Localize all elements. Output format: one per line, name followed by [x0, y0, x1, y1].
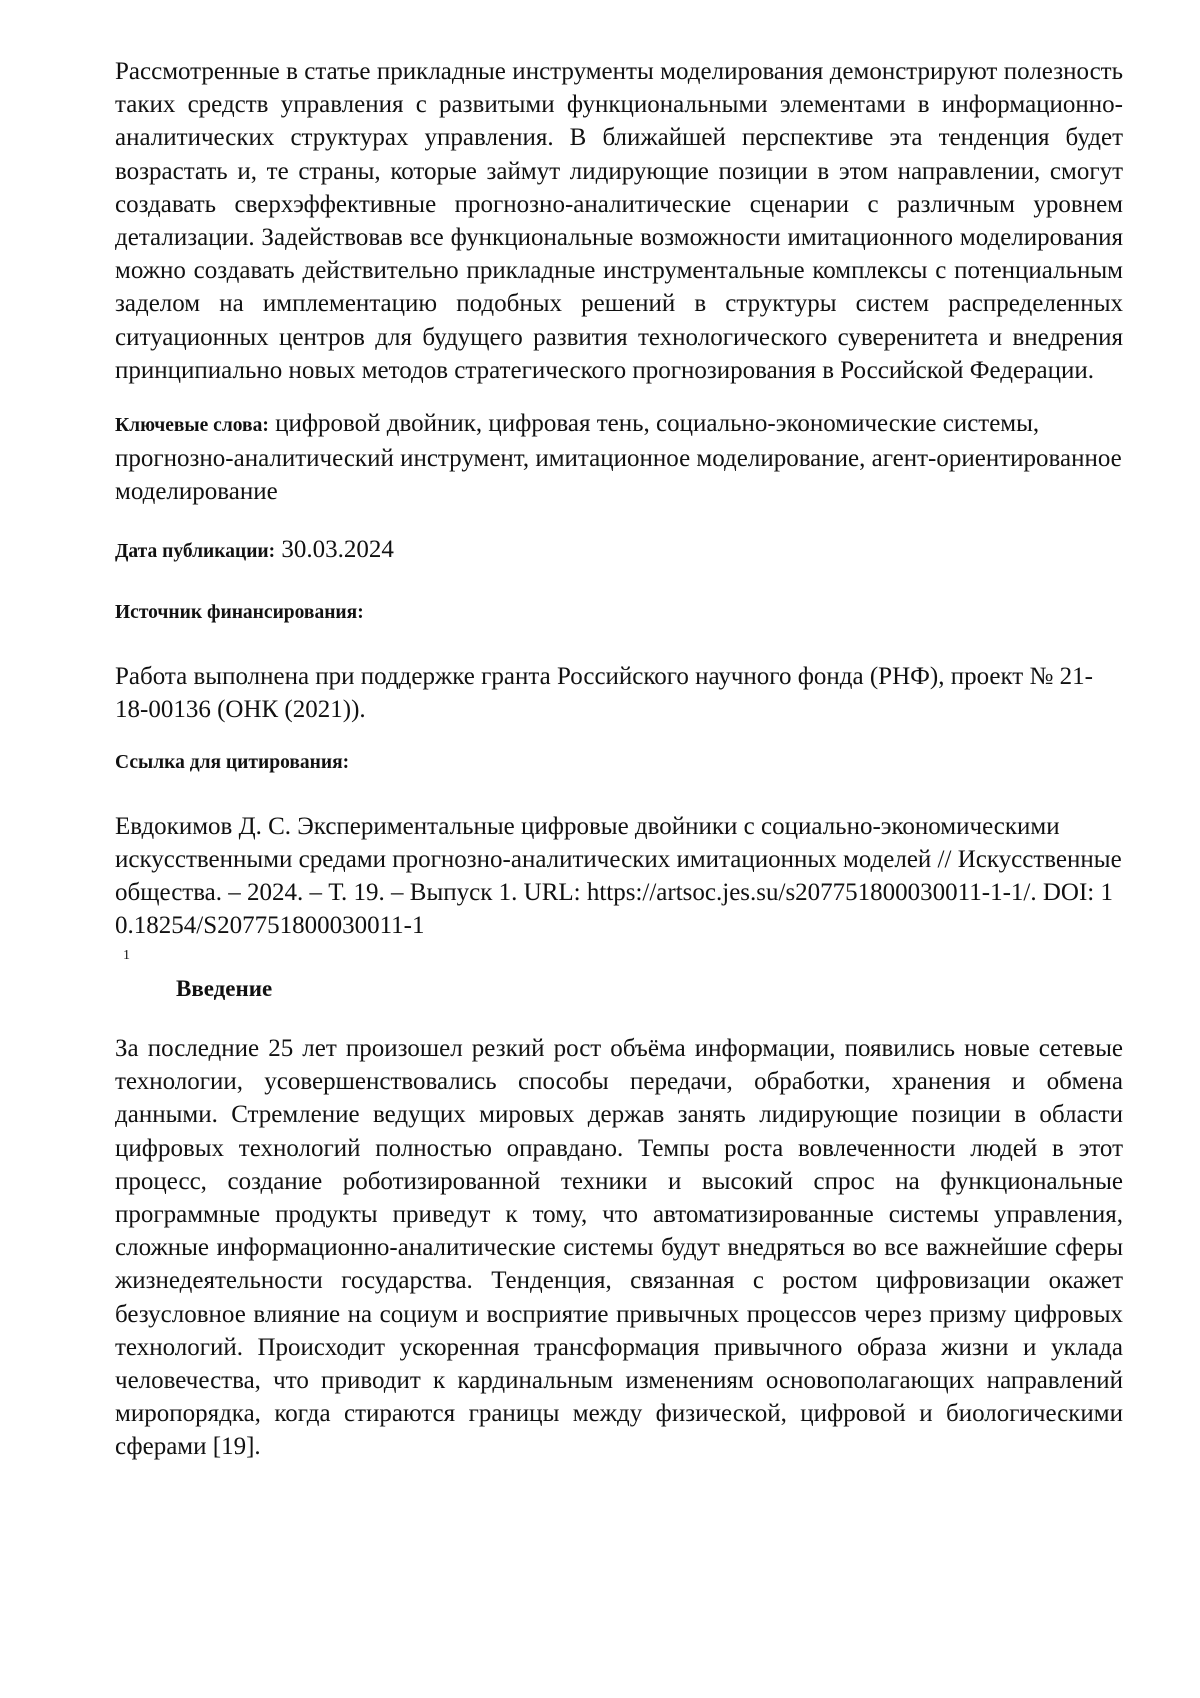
- publication-date-value: 30.03.2024: [281, 536, 394, 564]
- funding-text: Работа выполнена при поддержке гранта Российского научного фонда (РНФ), проект № 21-18-00136 (ОНК (2021)).: [115, 663, 1093, 724]
- document-page: [115, 55, 1123, 1464]
- citation-reference: Евдокимов Д. С. Экспериментальные цифровые двойники с социально-экономическими искусственными средами прогнозно-аналитических имитационных моделей // Искусственные общества. – 2024. – Т. 19. – Выпуск 1.: [115, 813, 1122, 907]
- citation-block: [115, 810, 1123, 942]
- funding-label: Источник финансирования:: [115, 602, 364, 624]
- introduction-paragraph: За последние 25 лет произошел резкий рост объёма информации, появились новые сетевые технологии, усовершенствовались способы передачи, обработки, хранения и обмена данными. Стремление ведущих мировых держав занять лидирующие позиции в области цифровых технологий полностью оправдано. Темпы роста вовлеченности людей в этот процесс, создание роботизированной техники и высокий спрос на функциональные программные продукты приведут к тому, что автоматизированные системы управления, сложные информационно-аналитические системы будут внедряться во все важнейшие сферы жизнедеятельности государства. Тенденция, связанная с ростом цифровизации окажет безусловное влияние на социум и восприятие привычных процессов через призму цифровых технологий. Происходит ускоренная трансформация привычного образа жизни и уклада человечества, что приводит к кардинальным изменениям основополагающих направлений миропорядка, когда стираются границы между физической, цифровой и биологическими сферами [19].: [115, 1035, 1123, 1461]
- publication-date-block: [115, 533, 1123, 568]
- citation-url: URL: https://artsoc.jes.su/s207751800030011-1-1/. DOI: 10.18254/S207751800030011-1: [115, 879, 1113, 940]
- keywords-value: цифровой двойник, цифровая тень, социально-экономические системы, прогнозно-аналитический инструмент, имитационное моделирование, агент-ориентированное моделирование: [115, 410, 1122, 506]
- section-title-introduction: Введение: [176, 976, 273, 1002]
- keywords-label: Ключевые слова:: [115, 415, 269, 437]
- keywords-block: [115, 407, 1123, 508]
- publication-date-label: Дата публикации:: [115, 541, 276, 563]
- abstract-paragraph: Рассмотренные в статье прикладные инструменты моделирования демонстрируют полезность таких средств управления с развитыми функциональными элементами в информационно-аналитических структурах управления. В ближайшей перспективе эта тенденция будет возрастать и, те страны, которые займут лидирующие позиции в этом направлении, смогут создавать сверхэффективные прогнозно-аналитические сценарии с различным уровнем детализации. Задействовав все функциональные возможности имитационного моделирования можно создавать действительно прикладные инструментальные комплексы с потенциальным заделом на имплементацию подобных решений в структуры систем распределенных ситуационных центров для будущего развития технологического суверенитета и внедрения принципиально новых методов стратегического прогнозирования в Российской Федерации.: [115, 58, 1123, 384]
- citation-label: Ссылка для цитирования:: [115, 752, 350, 774]
- footnote-marker: 1: [123, 948, 130, 964]
